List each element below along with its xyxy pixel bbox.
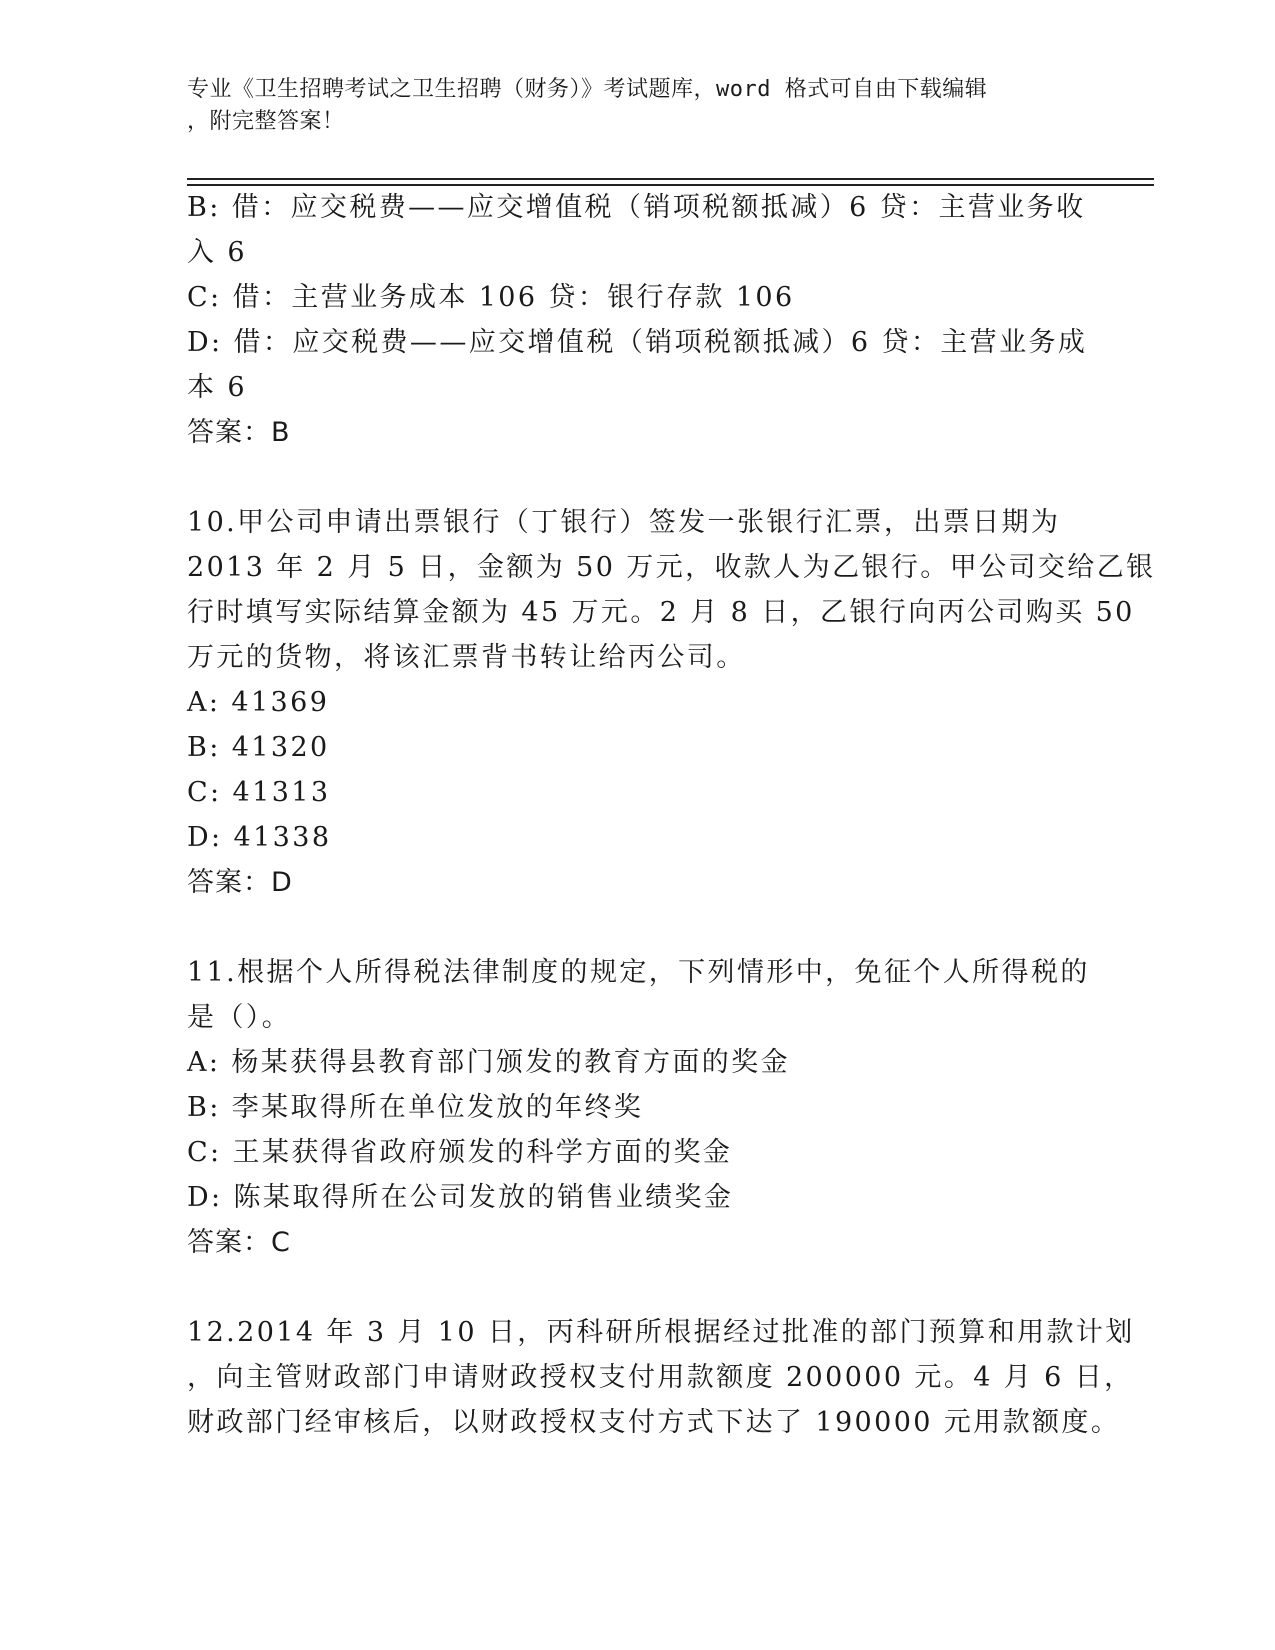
q10-answer: 答案：D (187, 867, 293, 898)
q9-option-b-line-1: B: 借：应交税费——应交增值税（销项税额抵减）6 贷：主营业务收 (187, 192, 1086, 223)
q11-option-c: C: 王某获得省政府颁发的科学方面的奖金 (187, 1137, 733, 1168)
q10-option-a: A: 41369 (187, 687, 330, 718)
q10-stem-line-4: 万元的货物，将该汇票背书转让给丙公司。 (187, 642, 746, 673)
q10-option-b: B: 41320 (187, 732, 330, 763)
q11-stem-line-2: 是（）。 (187, 1002, 292, 1033)
q10-stem-line-1: 10.甲公司申请出票银行（丁银行）签发一张银行汇票，出票日期为 (187, 507, 1061, 538)
header-divider-top (187, 178, 1154, 180)
q9-option-b-line-2: 入 6 (187, 237, 247, 268)
header-line-2: ，附完整答案！ (187, 109, 345, 134)
q10-stem-line-3: 行时填写实际结算金额为 45 万元。2 月 8 日，乙银行向丙公司购买 50 (187, 597, 1135, 628)
q10-option-c: C: 41313 (187, 777, 331, 808)
q11-option-b: B: 李某取得所在单位发放的年终奖 (187, 1092, 644, 1123)
header-line-1: 专业《卫生招聘考试之卫生招聘（财务）》考试题库，word 格式可自由下载编辑 (187, 77, 988, 102)
q11-answer: 答案：C (187, 1227, 291, 1258)
q9-answer: 答案：B (187, 417, 291, 448)
q12-stem-line-2: ，向主管财政部门申请财政授权支付用款额度 200000 元。4 月 6 日， (187, 1362, 1134, 1393)
q9-option-d-line-2: 本 6 (187, 372, 247, 403)
q12-stem-line-1: 12.2014 年 3 月 10 日，丙科研所根据经过批准的部门预算和用款计划 (187, 1317, 1135, 1348)
q10-stem-line-2: 2013 年 2 月 5 日，金额为 50 万元，收款人为乙银行。甲公司交给乙银 (187, 552, 1156, 583)
q11-option-d: D: 陈某取得所在公司发放的销售业绩奖金 (187, 1182, 734, 1213)
q11-stem-line-1: 11.根据个人所得税法律制度的规定，下列情形中，免征个人所得税的 (187, 957, 1090, 988)
page-header (187, 74, 1067, 138)
q9-option-d-line-1: D: 借：应交税费——应交增值税（销项税额抵减）6 贷：主营业务成 (187, 327, 1088, 358)
header-divider-bottom (187, 184, 1154, 186)
q10-option-d: D: 41338 (187, 822, 332, 853)
q9-option-c: C: 借：主营业务成本 106 贷：银行存款 106 (187, 282, 795, 313)
q12-stem-line-3: 财政部门经审核后，以财政授权支付方式下达了 190000 元用款额度。 (187, 1407, 1121, 1438)
q11-option-a: A: 杨某获得县教育部门颁发的教育方面的奖金 (187, 1047, 790, 1078)
